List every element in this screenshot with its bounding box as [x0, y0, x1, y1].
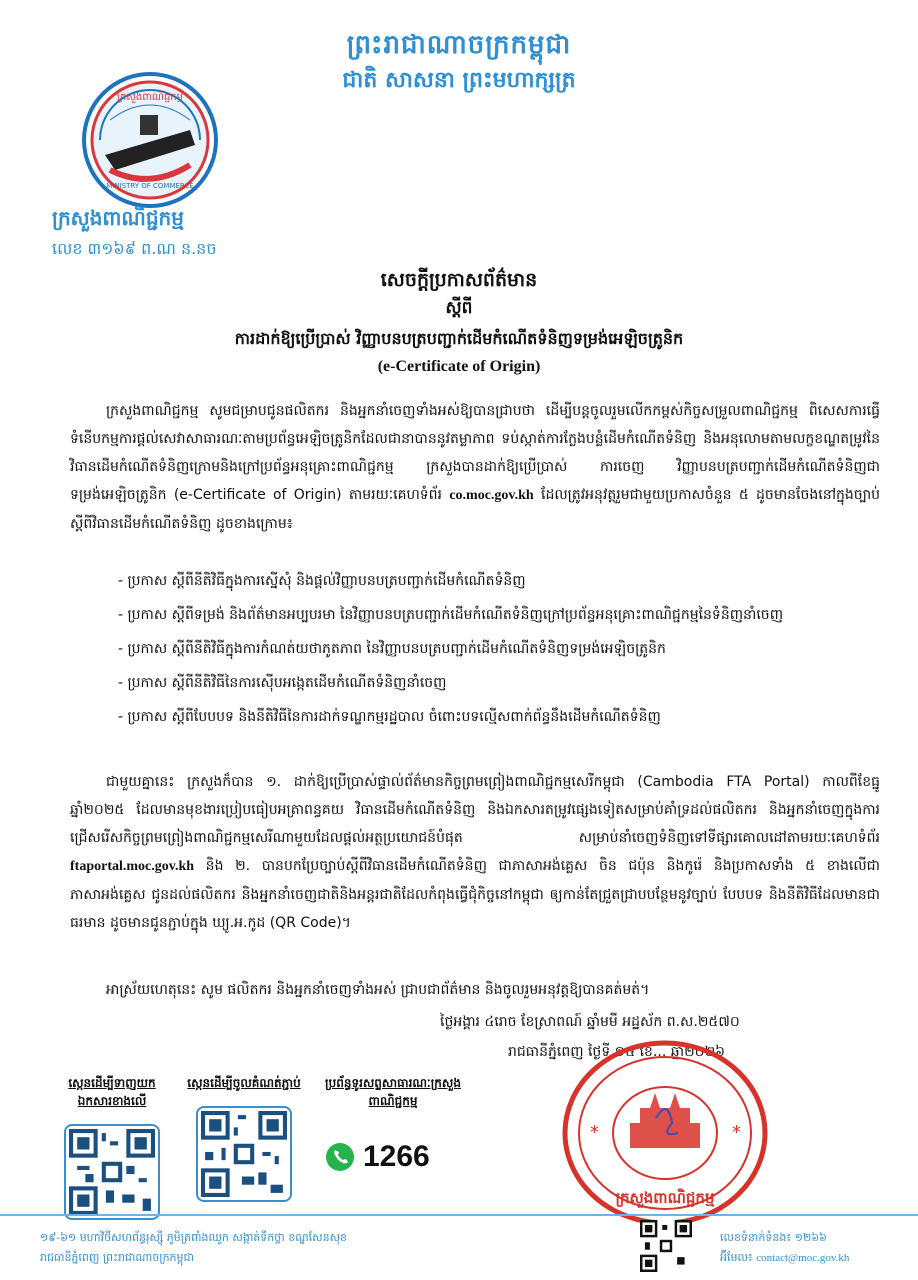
ministry-logo	[80, 70, 220, 210]
lunar-date: ថ្ងៃអង្គារ ៤រោច ខែស្រាពណ៍ ឆ្នាំមមី អដ្ឋស័ក ព.ស.២៥៧០	[440, 1014, 740, 1030]
footer-divider	[0, 1214, 918, 1216]
list-item: - ប្រកាស ស្តីពីនីតិវិធីក្នុងការកំណត់យថាភូតភាព នៃវិញ្ញាបនបត្របញ្ជាក់ដើមកំណើតទំនិញទម្រង់អេឡិចត្រូនិក	[118, 641, 666, 657]
ministry-name: ក្រសួងពាណិជ្ជកម្ម	[52, 206, 184, 230]
place-date: រាជធានីភ្នំពេញ ថ្ងៃទី ១៤ ខែ... ឆ្នាំ២០២៦	[508, 1044, 726, 1060]
reference-number: លេខ ៣១៦៩ ព.ណ ន.នច	[52, 239, 217, 258]
paragraph-conclusion: អាស្រ័យហេតុនេះ សូម ផលិតករ និងអ្នកនាំចេញទាំងអស់ ជ្រាបជាព័ត៌មាន និងចូលរួមអនុវត្តឱ្យបានគត់មត់។	[106, 982, 650, 998]
paragraph-fta-text: ជាមួយគ្នានេះ ក្រសួងក៏បាន ១. ដាក់ឱ្យប្រើប្រាស់ផ្ទាល់ព័ត៌មានកិច្ចព្រមព្រៀងពាណិជ្ជកម្មសេរីកម្ពុជា (Cambodia FTA Portal) កាលពីខែធ្នូ ឆ្នាំ២០២៥ ដែលមានមុខងារប្រៀបធៀបអត្រាពន្ធគយ វិធានដើមកំណើតទំនិញ និងឯកសារតម្រូវផ្សេងទៀតសម្រាប់គាំទ្រដល់ផលិតករ និងអ្នកនាំចេញក្នុងការជ្រើសរើសកិច្ចព្រមព្រៀងពាណិជ្ជកម្មសេរីណាមួយដែលផ្តល់អត្ថប្រយោជន៍បំផុត សម្រាប់នាំចេញទំនិញទៅទីផ្សារគោលដៅតាមរយៈគេហទំព័រ	[70, 774, 880, 846]
list-item: - ប្រកាស ស្តីពីនីតិវិធីនៃការស៊ើបអង្កេតដើមកំណើតទំនិញនាំចេញ	[118, 675, 447, 691]
phone-icon	[325, 1142, 355, 1172]
footer-address-line1: ១៩-៦១ មហាវិថីសហព័ន្ធរុស្ស៊ី ភូមិត្រពាំងឈូក សង្កាត់ទឹកថ្លា ខណ្ឌសែនសុខ	[40, 1231, 348, 1244]
qr-link-label: ស្កេនដើម្បីចូលគំណត់ភ្ជាប់	[187, 1076, 301, 1090]
hotline-number: 1266	[363, 1140, 430, 1173]
hotline-label: ប្រព័ន្ធទូរសព្ទសាធារណៈក្រសួងពាណិជ្ជកម្ម	[325, 1076, 461, 1108]
paragraph-intro-text-end: ដែលត្រូវអនុវត្តរួមជាមួយប្រកាសចំនួន ៥ ដូចមានចែងនៅក្នុងច្បាប់ ស្តីពីវិធានដើមកំណើតទំនិញ ដូចខាងក្រោម៖	[70, 487, 880, 532]
hotline-block	[318, 1074, 468, 1110]
seal-star-right: *	[732, 1122, 741, 1143]
national-motto: ជាតិ សាសនា ព្រះមហាក្សត្រ	[342, 68, 576, 93]
list-item: - ប្រកាស ស្តីពីនីតិវិធីក្នុងការស្នើសុំ និងផ្តល់វិញ្ញាបនបត្របញ្ជាក់ដើមកំណើតទំនិញ	[118, 573, 526, 589]
footer-email-label: អ៊ីមែល៖	[720, 1251, 757, 1264]
footer-phone: លេខទំនាក់ទំនង៖ ១២៦៦	[720, 1231, 827, 1244]
footer-email[interactable]: contact@moc.gov.kh	[756, 1252, 850, 1264]
announcement-subject-english: (e-Certificate of Origin)	[377, 358, 541, 375]
qr-code-icon	[640, 1220, 692, 1272]
seal-text: ក្រសួងពាណិជ្ជកម្ម	[615, 1189, 715, 1207]
fta-portal-link[interactable]: ftaportal.moc.gov.kh	[70, 859, 195, 874]
footer-qr-code[interactable]	[640, 1220, 692, 1272]
paragraph-fta-portal	[70, 768, 880, 937]
hotline[interactable]	[325, 1140, 430, 1174]
logo-top-text: ក្រសួងពាណិជ្ជកម្ម	[117, 92, 183, 103]
announcement-subject: ការដាក់ឱ្យប្រើប្រាស់ វិញ្ញាបនបត្របញ្ជាក់ដើមកំណើតទំនិញទម្រង់អេឡិចត្រូនិក	[234, 329, 684, 348]
kingdom-title: ព្រះរាជាណាចក្រកម្ពុជា	[346, 30, 572, 60]
qr-code-document[interactable]	[64, 1124, 160, 1220]
qr-code-icon	[69, 1129, 155, 1215]
paragraph-intro	[70, 397, 880, 538]
footer-contact	[720, 1228, 849, 1268]
paragraph-intro-text: ក្រសួងពាណិជ្ជកម្ម សូមជម្រាបជូនផលិតករ និងអ្នកនាំចេញទាំងអស់ឱ្យបានជ្រាបថា ដើម្បីបន្តចូលរួមលើកកម្ពស់កិច្ចសម្រួលពាណិជ្ជកម្ម ពិសេសការធ្វើទំនើបកម្មការផ្តល់សេវាសាធារណៈតាមប្រព័ន្ធអេឡិចត្រូនិកដែលជានាបាននូវតម្លាភាព ទប់ស្កាត់ការក្លែងបន្លំដើមកំណើតទំនិញ និងអនុលោមតាមលក្ខខណ្ឌតម្រូវនៃវិធានដើមកំណើតទំនិញក្រោមនិងក្រៅប្រព័ន្ធអនុគ្រោះពាណិជ្ជកម្ម ក្រសួងបានដាក់ឱ្យប្រើប្រាស់ ការចេញ វិញ្ញាបនបត្របញ្ជាក់ដើមកំណើតទំនិញជាទម្រង់អេឡិចត្រូនិក (e-Certificate of Origin) តាមរយៈគេហទំព័រ	[70, 403, 880, 503]
qr-block-document	[52, 1074, 172, 1220]
qr-block-link	[184, 1074, 304, 1202]
qr-code-link[interactable]	[196, 1106, 292, 1202]
qr-document-label: ស្កេនដើម្បីទាញយកឯកសារខាងលើ	[68, 1076, 156, 1108]
footer-email-row	[720, 1248, 849, 1268]
paragraph-fta-text-end: និង ២. បានបកប្រែច្បាប់ស្តីពីវិធានដើមកំណើតទំនិញ ជាភាសាអង់គ្លេស ចិន ជប៉ុន និងកូរ៉េ និងប្រកាសទាំង ៥ ខាងលើជាភាសាអង់គ្លេស ជូនដល់ផលិតករ និងអ្នកនាំចេញជាតិនិងអន្តរជាតិដែលកំពុងធ្វើជុំកិច្ចនៅកម្ពុជា ឲ្យកាន់តែជ្រួតជ្រាបបន្ថែមនូវច្បាប់ បែបបទ និងនីតិវិធីដែលមានជាធរមាន ដូចមានជូនភ្ជាប់ក្នុង ឃ្យូ.អ.កូដ (QR Code)។	[70, 858, 880, 931]
footer-address	[40, 1228, 347, 1268]
seal-star-left: *	[590, 1122, 599, 1143]
announcement-title: សេចក្តីប្រកាសព័ត៌មាន	[380, 269, 538, 291]
list-item: - ប្រកាស ស្តីពីទម្រង់ និងព័ត៌មានអប្បបរមា នៃវិញ្ញាបនបត្របញ្ជាក់ដើមកំណើតទំនិញក្រៅប្រព័ន្ធអនុគ្រោះពាណិជ្ជកម្មនៃទំនិញនាំចេញ	[118, 607, 784, 623]
logo-bottom-text: MINISTRY OF COMMERCE	[106, 182, 194, 190]
prakas-list	[118, 568, 878, 738]
footer-address-line2: រាជធានីភ្នំពេញ ព្រះរាជាណាចក្រកម្ពុជា	[40, 1251, 194, 1264]
official-seal	[560, 1038, 770, 1228]
announcement-subject-label: ស្តីពី	[445, 298, 473, 318]
co-portal-link[interactable]: co.moc.gov.kh	[449, 488, 534, 503]
list-item: - ប្រកាស ស្តីពីបែបបទ និងនីតិវិធីនៃការដាក់ទណ្ឌកម្មរដ្ឋបាល ចំពោះបទល្មើសពាក់ព័ន្ធនឹងដើមកំណើតទំនិញ	[118, 709, 661, 725]
qr-code-icon	[201, 1111, 287, 1197]
